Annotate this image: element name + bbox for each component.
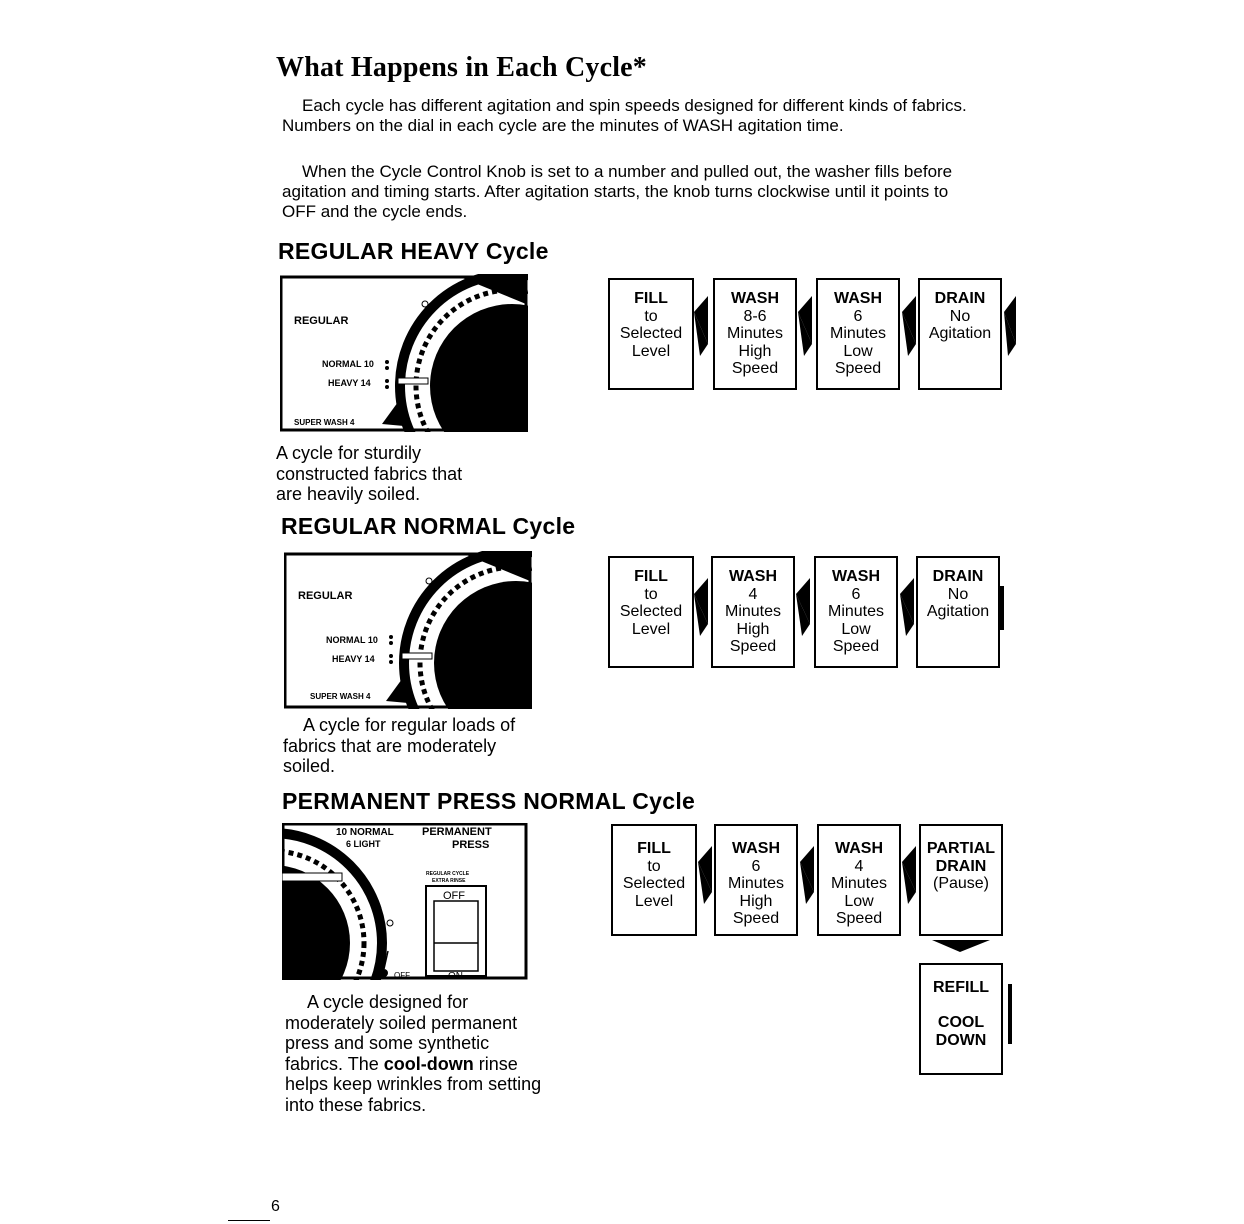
dial-label-regular: REGULAR <box>294 315 349 327</box>
desc-pp-post: rinse helps keep wrinkles from setting into these fabrics. <box>285 1053 542 1115</box>
page-number: 6 <box>271 1198 280 1215</box>
desc-pp-bold: cool-down <box>383 1053 474 1074</box>
flow-step-line: FILL <box>637 840 671 857</box>
switch-label-on: ON <box>448 971 463 980</box>
flow-step-line: Level <box>631 342 671 360</box>
flow-step-line: Level <box>634 892 674 910</box>
section-description-regular-normal-text: A cycle for regular loads of fabrics that are moderately soiled. <box>283 715 516 776</box>
flow-step-line: High <box>738 342 772 360</box>
flow-step-line: Speed <box>834 360 882 377</box>
flow-step-line: Minutes <box>827 603 885 620</box>
flow-step-line: Low <box>844 892 874 910</box>
flow-step-line: DRAIN <box>932 568 984 585</box>
flow-step-line: No <box>947 585 969 603</box>
flow-step-line: Selected <box>619 603 683 620</box>
flow-step-line: REFILL <box>933 979 989 996</box>
flow-step-line: Level <box>631 620 671 638</box>
flow-step-line: Speed <box>835 910 883 927</box>
flow-step-line: WASH <box>835 840 883 857</box>
page-number-rule <box>228 1220 270 1221</box>
dial-label-heavy: HEAVY 14 <box>332 654 375 664</box>
flow-step-line: High <box>739 892 773 910</box>
dial-label-pp-press: PRESS <box>452 839 490 851</box>
flow-step-line: Minutes <box>727 875 785 892</box>
flow-step-line: No <box>949 307 971 325</box>
flow-step-line: Low <box>843 342 873 360</box>
page-title: What Happens in Each Cycle* <box>276 52 647 83</box>
flow-step-line: WASH <box>834 290 882 307</box>
flow-step-line: Minutes <box>829 325 887 342</box>
flow-step-line: Minutes <box>724 603 782 620</box>
dial-label-heavy: HEAVY 14 <box>328 378 371 388</box>
dial-label-super-wash: SUPER WASH 4 <box>294 418 355 427</box>
section-heading-regular-normal: REGULAR NORMAL Cycle <box>281 513 576 539</box>
flow-step-line: Agitation <box>928 325 992 342</box>
dial-label-regular: REGULAR <box>298 590 353 602</box>
intro-p2-text: When the Cycle Control Knob is set to a number and pulled out, the washer fills before agitation and timing starts. After agitation starts, the knob turns clockwise until it points to OFF and the cycle ends. <box>282 162 953 221</box>
flow-step-line: 8-6 <box>743 307 767 325</box>
flow-step-line: WASH <box>732 840 780 857</box>
flow-step-line: 6 <box>853 307 863 325</box>
dial-label-pp-off: OFF <box>394 971 410 980</box>
intro-p1-text: Each cycle has different agitation and spin speeds designed for different kinds of fabrics. Numbers on the dial in each cycle are the minutes of WASH agitation time. <box>282 96 967 135</box>
flow-step-line: DOWN <box>935 1031 987 1049</box>
flow-step-line: COOL <box>937 1014 985 1031</box>
dial-label-pp-permanent: PERMANENT <box>422 826 492 838</box>
flow-step-line: WASH <box>731 290 779 307</box>
flow-step-line: Speed <box>731 360 779 377</box>
section-heading-permanent-press: PERMANENT PRESS NORMAL Cycle <box>282 788 696 814</box>
flow-step-line: Speed <box>729 638 777 655</box>
flow-step-line: PARTIAL <box>926 840 996 857</box>
dial-label-super-wash: SUPER WASH 4 <box>310 692 371 701</box>
section-heading-regular-heavy: REGULAR HEAVY Cycle <box>278 238 549 264</box>
flow-step-line: Minutes <box>830 875 888 892</box>
flow-step-line: to <box>644 585 658 603</box>
dial-label-pp-light: 6 LIGHT <box>346 839 381 849</box>
flow-step-line: (Pause) <box>932 875 990 892</box>
flow-step-line: to <box>647 857 661 875</box>
flow-step-line: Speed <box>832 638 880 655</box>
flow-step-line: WASH <box>832 568 880 585</box>
desc-pp-pre: A cycle designed for moderately soiled permanent press and some synthetic fabrics. The <box>285 992 518 1074</box>
dial-label-normal: NORMAL 10 <box>326 635 378 645</box>
flow-step-line: FILL <box>634 290 668 307</box>
flow-step-line: 6 <box>851 585 861 603</box>
dial-label-pp-regular-cycle: REGULAR CYCLE <box>426 871 470 877</box>
flow-step-line: to <box>644 307 658 325</box>
dial-label-normal: NORMAL 10 <box>322 359 374 369</box>
flow-step-line: WASH <box>729 568 777 585</box>
flow-step-line: Low <box>841 620 871 638</box>
flow-step-line: Selected <box>619 325 683 342</box>
flow-step-line: Minutes <box>726 325 784 342</box>
flow-step-line: Agitation <box>926 603 990 620</box>
section-description-regular-heavy: A cycle for sturdily constructed fabrics that are heavily soiled. <box>276 443 463 504</box>
flow-step-line: 4 <box>854 857 864 875</box>
flow-step-line: Selected <box>622 875 686 892</box>
dial-label-pp-normal: 10 NORMAL <box>336 827 394 838</box>
flow-step-line: 4 <box>748 585 758 603</box>
flow-step-line: 6 <box>751 857 761 875</box>
dial-label-pp-extra-rinse: EXTRA RINSE <box>432 878 466 884</box>
flow-step-line: DRAIN <box>935 857 987 875</box>
flow-step-line: Speed <box>732 910 780 927</box>
switch-label-off: OFF <box>443 890 465 902</box>
flow-step-line: High <box>736 620 770 638</box>
flow-step-line: DRAIN <box>934 290 986 307</box>
flow-step-line: FILL <box>634 568 668 585</box>
